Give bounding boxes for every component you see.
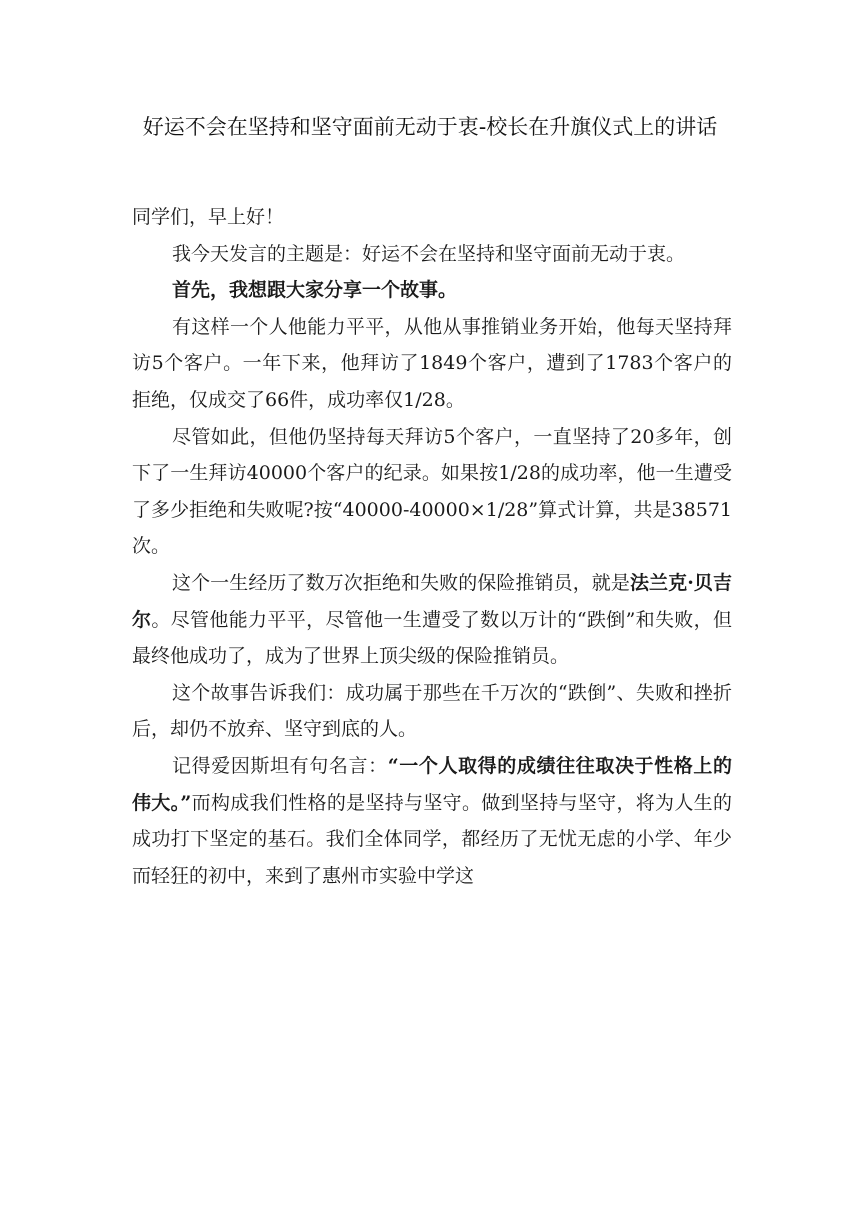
quote-intro: 记得爱因斯坦有句名言： (172, 754, 388, 777)
theme-paragraph: 我今天发言的主题是：好运不会在坚持和坚守面前无动于衷。 (172, 242, 686, 265)
story-paragraph-3 (132, 565, 732, 675)
quote-paragraph-continuation: 而构成我们性格的是坚持与坚守。做到坚持与坚守，将为人生的成功打下坚定的基石。我们全体同学，都经历了无忧无虑的小学、年少而轻狂的初中，来到了惠州市实验中学这 (132, 791, 732, 887)
greeting-paragraph: 同学们，早上好！ (132, 206, 285, 228)
salesman-name: 法兰克·贝吉尔 (132, 571, 732, 631)
story-intro-paragraph: 首先，我想跟大家分享一个故事。 (172, 279, 458, 302)
lesson-paragraph: 这个故事告诉我们：成功属于那些在千万次的“跌倒”、失败和挫折后，却仍不放弃、坚守到底的人。 (132, 681, 732, 741)
quote-paragraph (132, 748, 732, 894)
story-paragraph-2: 尽管如此，但他仍坚持每天拜访5个客户，一直坚持了20多年，创下了一生拜访40000个客户的纪录。如果按1/28的成功率，他一生遭受了多少拒绝和失败呢?按“40000-40000×1/28”算式计算，共是38571次。 (132, 425, 732, 558)
document-body (132, 199, 732, 894)
einstein-quote: “一个人取得的成绩往往取决于性格上的伟大。” (132, 754, 732, 814)
story-paragraph-1: 有这样一个人他能力平平，从他从事推销业务开始，他每天坚持拜访5个客户。一年下来，他拜访了1849个客户，遭到了1783个客户的拒绝，仅成交了66件，成功率仅1/28。 (132, 315, 732, 411)
document-title: 好运不会在坚持和坚守面前无动于衷-校长在升旗仪式上的讲话 (142, 115, 718, 139)
story-paragraph-3-end: 。尽管他能力平平，尽管他一生遭受了数以万计的“跌倒”和失败，但最终他成功了，成为了世界上顶尖级的保险推销员。 (132, 608, 732, 668)
story-paragraph-3-start: 这个一生经历了数万次拒绝和失败的保险推销员，就是 (172, 571, 630, 594)
